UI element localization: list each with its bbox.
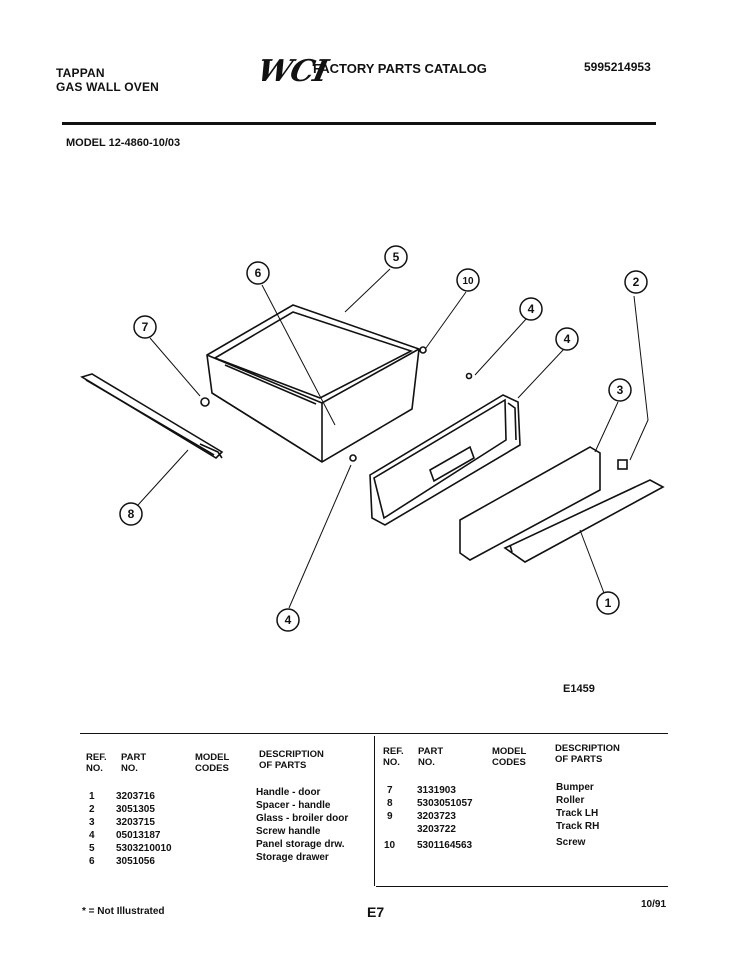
page-number: E7 (367, 904, 385, 920)
ref-cell: 7 (387, 785, 393, 796)
callout-text: 8 (127, 507, 135, 521)
wci-logo: WCI (254, 54, 331, 89)
desc-cell: Roller (556, 795, 585, 806)
table-bottom-rule (376, 886, 668, 887)
desc-cell: Glass - broiler door (256, 813, 349, 824)
track-part (82, 374, 222, 458)
part-cell: 3203716 (116, 791, 155, 802)
callout-text: 4 (284, 613, 292, 627)
callout-text: 1 (604, 596, 612, 610)
glass-handle-part (460, 447, 663, 562)
ref-cell: 3 (89, 817, 95, 828)
ref-cell: 9 (387, 811, 393, 822)
header-model-codes: MODEL CODES (195, 752, 230, 774)
callout-text: 10 (462, 276, 474, 287)
callout-text: 7 (141, 320, 149, 334)
callout-text: 5 (392, 250, 400, 264)
table-column-divider (374, 736, 375, 886)
ref-cell: 2 (89, 804, 95, 815)
ref-cell: 6 (89, 856, 95, 867)
header-ref-no: REF. NO. (383, 746, 404, 768)
part-cell: 3203715 (116, 817, 155, 828)
header-ref-no: REF. NO. (86, 752, 107, 774)
product-name: GAS WALL OVEN (56, 80, 160, 94)
desc-cell: Handle - door (256, 787, 321, 798)
ref-cell: 10 (384, 840, 396, 851)
desc-cell: Bumper (556, 782, 594, 793)
catalog-title: FACTORY PARTS CATALOG (313, 61, 487, 76)
catalog-number: 5995214953 (584, 60, 651, 74)
callout-text: 4 (563, 332, 571, 346)
desc-cell: Panel storage drw. (256, 839, 345, 850)
header-part-no: PART NO. (121, 752, 147, 774)
figure-id: E1459 (563, 683, 595, 695)
part-cell: 3203723 (417, 811, 456, 822)
revision-date: 10/91 (641, 899, 667, 910)
ref-cell: 4 (89, 830, 95, 841)
desc-cell: Screw (556, 837, 586, 848)
desc-cell: Screw handle (256, 826, 321, 837)
not-illustrated-note: * = Not Illustrated (82, 906, 165, 917)
ref-cell: 8 (387, 798, 393, 809)
callout-text: 6 (254, 266, 262, 280)
part-cell: 5303051057 (417, 798, 473, 809)
callout-numbers (128, 250, 640, 627)
desc-cell: Storage drawer (256, 852, 329, 863)
header-description: DESCRIPTION OF PARTS (259, 749, 324, 771)
brand-name: TAPPAN (56, 66, 105, 80)
callout-text: 2 (632, 275, 640, 289)
part-cell: 05013187 (116, 830, 161, 841)
part-cell: 3203722 (417, 824, 456, 835)
desc-cell: Track RH (556, 821, 600, 832)
ref-cell: 5 (89, 843, 95, 854)
part-cell: 3131903 (417, 785, 456, 796)
part-cell: 3051305 (116, 804, 155, 815)
header-part-no: PART NO. (418, 746, 444, 768)
callout-text: 3 (616, 383, 624, 397)
part-cell: 5303210010 (116, 843, 172, 854)
callout-leaders (138, 269, 648, 608)
model-number: MODEL 12-4860-10/03 (66, 137, 181, 149)
callout-text: 4 (527, 302, 535, 316)
part-cell: 3051056 (116, 856, 155, 867)
header-description: DESCRIPTION OF PARTS (555, 743, 620, 765)
desc-cell: Track LH (556, 808, 599, 819)
ref-cell: 1 (89, 791, 95, 802)
header-model-codes: MODEL CODES (492, 746, 527, 768)
desc-cell: Spacer - handle (256, 800, 331, 811)
table-top-rule (80, 733, 668, 734)
part-cell: 5301164563 (417, 840, 473, 851)
